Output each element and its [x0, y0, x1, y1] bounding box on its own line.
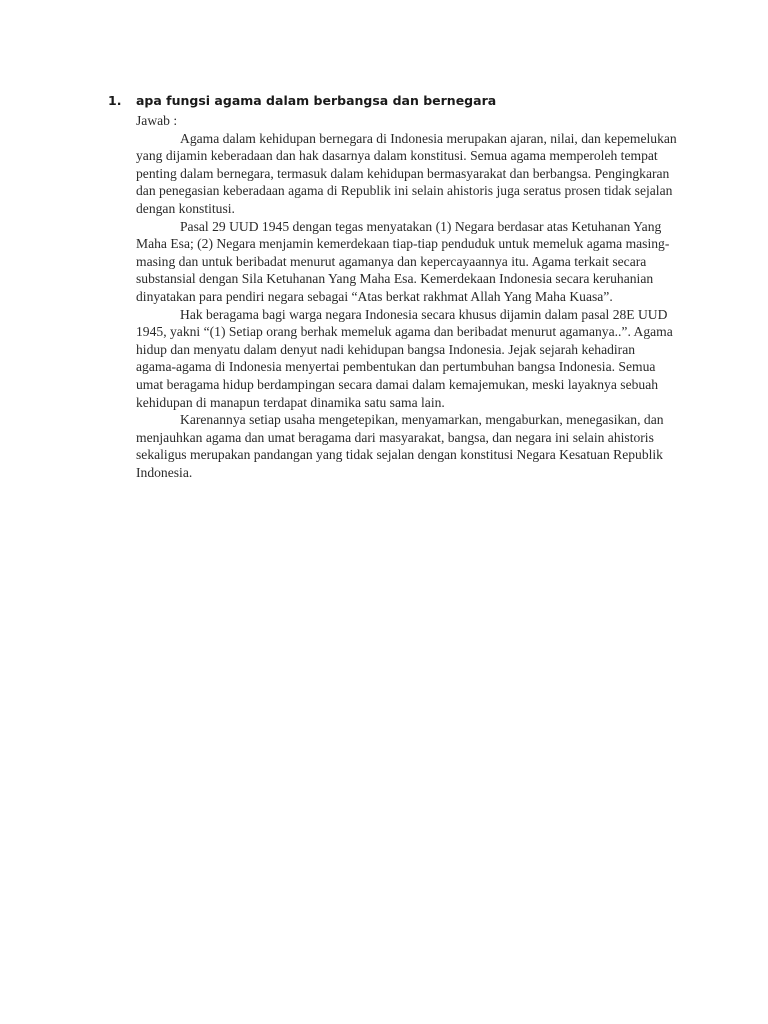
answer-body	[136, 112, 677, 481]
answer-label: Jawab :	[136, 113, 178, 128]
question-text: apa fungsi agama dalam berbangsa dan bernegara	[136, 93, 497, 108]
answer-paragraph-1: Agama dalam kehidupan bernegara di Indonesia merupakan ajaran, nilai, dan kepemelukan yang dijamin keberadaan dan hak dasarnya dalam konstitusi. Semua agama memperoleh tempat penting dalam bernegara, termasuk dalam kehidupan bermasyarakat dan berbangsa. Pengingkaran dan penegasian keberadaan agama di Republik ini selain ahistoris juga seratus prosen tidak sejalan dengan konstitusi.	[136, 130, 677, 216]
question-number: 1.	[108, 93, 122, 108]
answer-paragraph-2: Pasal 29 UUD 1945 dengan tegas menyatakan (1) Negara berdasar atas Ketuhanan Yang Maha Esa; (2) Negara menjamin kemerdekaan tiap-tiap penduduk untuk memeluk agama masing-masing dan untuk beribadat menurut agamanya dan kepercayaannya itu. Agama terkait secara substansial dengan Sila Ketuhanan Yang Maha Esa. Kemerdekaan Indonesia secara keruhanian dinyatakan para pendiri negara sebagai “Atas berkat rakhmat Allah Yang Maha Kuasa”.	[136, 218, 670, 304]
answer-paragraph-4: Karenannya setiap usaha mengetepikan, menyamarkan, mengaburkan, menegasikan, dan menjauhkan agama dan umat beragama dari masyarakat, bangsa, dan negara ini selain ahistoris sekaligus merupakan pandangan yang tidak sejalan dengan konstitusi Negara Kesatuan Republik Indonesia.	[136, 412, 664, 480]
answer-paragraph-3: Hak beragama bagi warga negara Indonesia secara khusus dijamin dalam pasal 28E UUD 1945, yakni “(1) Setiap orang berhak memeluk agama dan beribadat menurut agamanya..”. Agama hidup dan menyatu dalam denyut nadi kehidupan bangsa Indonesia. Jejak sejarah kehadiran agama-agama di Indonesia menyertai pembentukan dan pertumbuhan bangsa Indonesia. Semua umat beragama hidup berdampingan secara damai dalam kemajemukan, meski layaknya sebuah kehidupan di manapun terdapat dinamika satu sama lain.	[136, 306, 673, 410]
question-heading	[108, 93, 668, 108]
